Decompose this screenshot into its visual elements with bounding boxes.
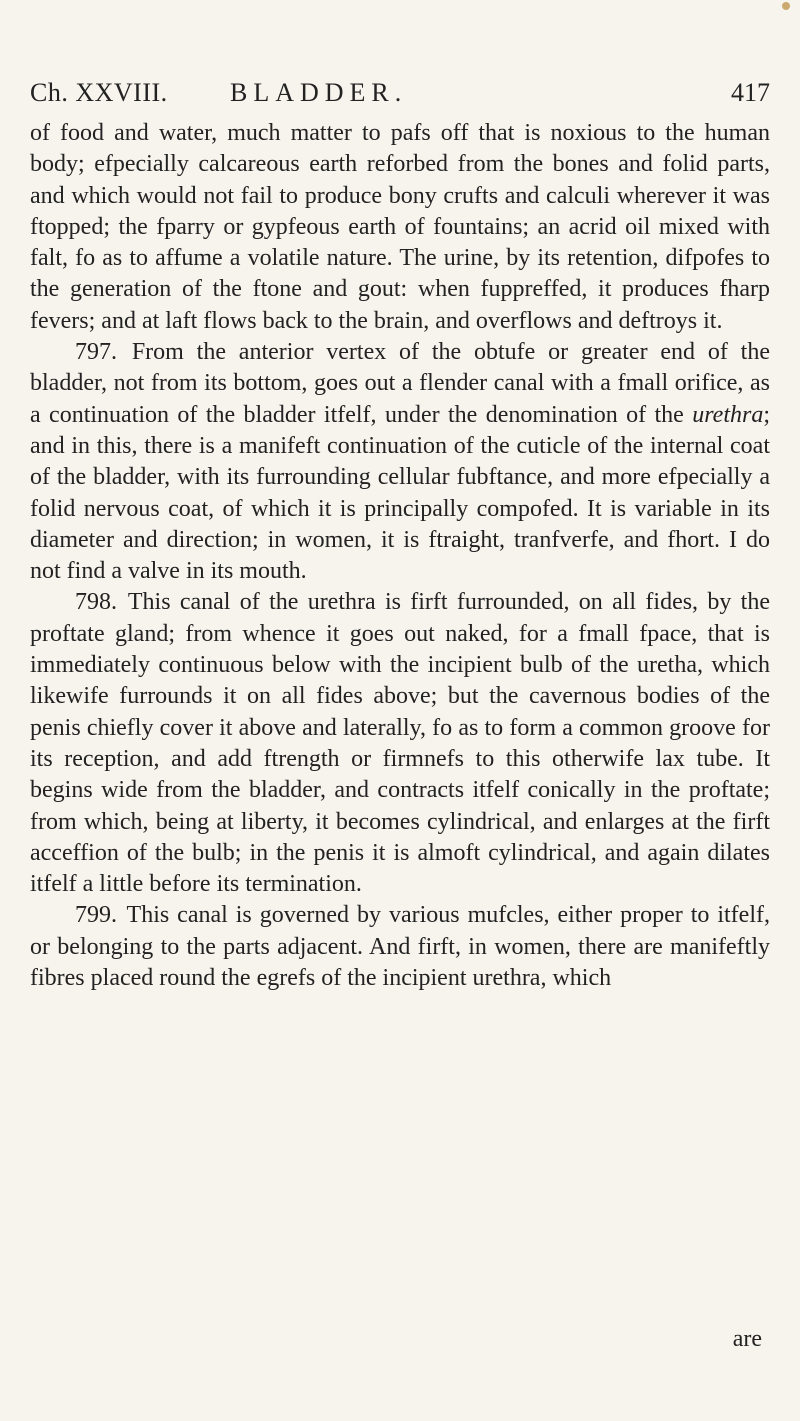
paragraph-text: From the anterior vertex of the obtufe or greater end of the bladder, not from its bottom, goes out a flender canal with a fmall orifice, as a continuation of the bladder itfelf, under the denomination of the (30, 339, 771, 428)
paragraph-text: ; and in this, there is a manifeft continuation of the cuticle of the internal coat of the bladder, with its furrounding cellular fubftance, and more efpecially a folid nervous coat, of which it is principally compofed. It is variable in its diameter and direction; in women, it is ftraight, tranfverfe, and fhort. I do not find a valve in its mouth. (30, 401, 770, 585)
paragraph-text: This canal of the urethra is firft furrounded, on all fides, by the proftate gland; from whence it goes out naked, for a fmall fpace, that is immediately continuous below with the incipient bulb of the uretha, which likewife furrounds it on all fides above; but the cavernous bodies of the penis chiefly cover it above and laterally, fo as to form a common groove for its reception, and add ftrength or firmnefs to this otherwife lax tube. It begins wide from the bladder, and contracts itfelf conically in the proftate; from which, being at liberty, it becomes cylindrical, and enlarges at the firft acceffion of the bulb; in the penis it is almoft cylindrical, and again dilates itfelf a little before its termination. (30, 589, 770, 898)
paragraph-number: 798. (75, 589, 117, 616)
running-header (30, 78, 770, 118)
paragraph-text: of food and water, much matter to pafs off that is noxious to the human body; efpecially calcareous earth reforbed from the bones and folid parts, and which would not fail to produce bony crufts and calculi wherever it was ftopped; the fparry or gypfeous earth of fountains; an acrid oil mixed with falt, fo as to affume a volatile nature. The urine, by its retention, difpofes to the generation of the ftone and gout: when fuppreffed, it produces fharp fevers; and at laft flows back to the brain, and overflows and deftroys it. (30, 120, 770, 334)
paper-stain (782, 2, 790, 10)
catchword: are (732, 1326, 762, 1352)
paragraph-797 (30, 337, 770, 587)
paragraph-798 (30, 587, 770, 900)
paragraph-continuation (30, 118, 770, 337)
body-text (30, 118, 770, 994)
page-number: 417 (731, 78, 770, 107)
paragraph-799 (30, 900, 770, 994)
italic-term: urethra (692, 401, 764, 428)
running-title: BLADDER. (230, 78, 408, 107)
chapter-label: Ch. XXVIII. (30, 78, 168, 107)
paragraph-text: This canal is governed by various mufcles, either proper to itfelf, or belonging to the parts adjacent. And firft, in women, there are manifeftly fibres placed round the egrefs of the incipient urethra, which (30, 902, 770, 992)
paragraph-number: 797. (75, 339, 117, 366)
paragraph-number: 799. (75, 902, 117, 929)
